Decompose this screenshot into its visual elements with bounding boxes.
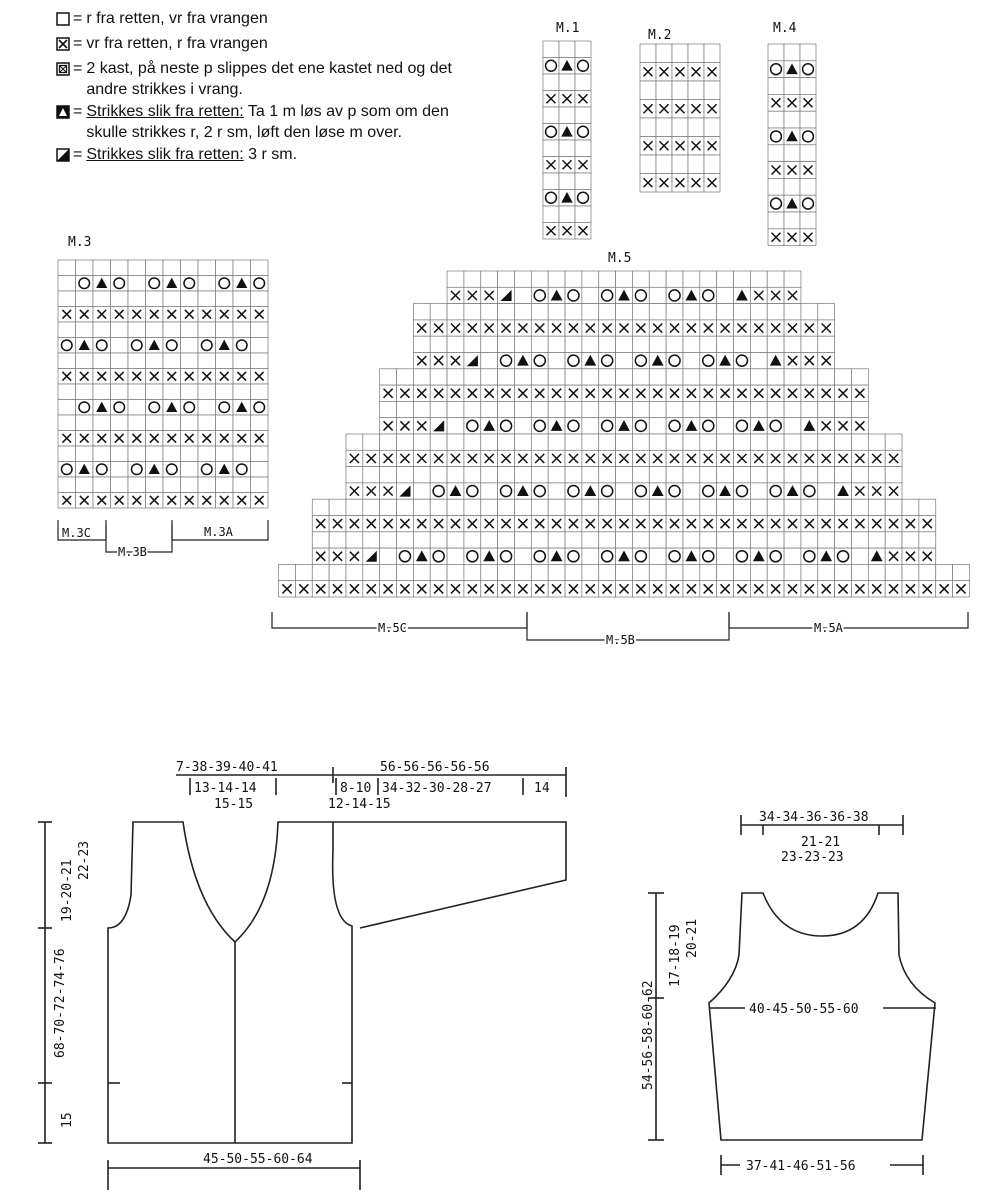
- jacket-cuff-label: 14: [534, 781, 550, 796]
- jacket-shoulder-label-2: 15-15: [214, 797, 254, 812]
- chart-title-m4: M.4: [773, 21, 797, 36]
- legend-equals: =: [73, 60, 83, 77]
- label-m5b: M.5B: [606, 633, 635, 647]
- top-armhole-label: 17-18-19: [668, 924, 683, 987]
- label-m5c: M.5C: [378, 621, 407, 635]
- top-chest-label: 40-45-50-55-60: [749, 1002, 859, 1017]
- jacket-top-right-label: 56-56-56-56-56: [380, 760, 490, 775]
- legend-sk2p-heading: Strikkes slik fra retten:: [86, 103, 244, 120]
- legend-text-purl: vr fra retten, r fra vrangen: [86, 35, 268, 52]
- legend-equals: =: [73, 10, 83, 27]
- top-neck-label: 21-21: [801, 835, 841, 850]
- jacket-armhole-label-2: 22-23: [77, 840, 92, 880]
- label-m5a: M.5A: [814, 621, 843, 635]
- legend-text-yarnover: 2 kast, på neste p slippes det ene kastet ned og det andre strikkes i vrang.: [86, 60, 452, 98]
- jacket-body-outline: [108, 822, 352, 1143]
- jacket-shoulder-label: 13-14-14: [194, 781, 257, 796]
- label-m3c: M.3C: [62, 526, 91, 540]
- jacket-neck-label: 8-10: [340, 781, 372, 796]
- legend-k3tog-body: 3 r sm.: [243, 146, 298, 163]
- jacket-sleeve-outline: [333, 822, 566, 928]
- top-dim-labels: [641, 810, 890, 1175]
- top-width-label: 34-34-36-36-38: [759, 810, 869, 825]
- legend-equals: =: [73, 103, 83, 120]
- jacket-rib-label: 15: [60, 1112, 75, 1128]
- top-neck-label-2: 23-23-23: [781, 850, 844, 865]
- jacket-top-left-label: 7-38-39-40-41: [176, 760, 278, 775]
- jacket-neck-label-2: 12-14-15: [328, 797, 391, 812]
- legend-k3tog-heading: Strikkes slik fra retten:: [86, 146, 244, 163]
- chart-title-m3: M.3: [68, 235, 92, 250]
- legend-equals: =: [73, 146, 83, 163]
- top-schematic: [648, 815, 936, 1175]
- top-length-label: 54-56-58-60-62: [641, 980, 656, 1090]
- label-m3b: M.3B: [118, 545, 147, 559]
- jacket-dim-labels: [53, 760, 550, 1167]
- legend-text-knit: r fra retten, vr fra vrangen: [86, 10, 268, 27]
- legend-sk2p-body: Ta 1 m løs av p som om den skulle strikkes r, 2 r sm, løft den løse m over.: [86, 103, 449, 141]
- top-bottom-label: 37-41-46-51-56: [746, 1159, 856, 1174]
- chart-title-m5: M.5: [608, 251, 632, 266]
- chart-title-m1: M.1: [556, 21, 580, 36]
- label-m3a: M.3A: [204, 525, 233, 539]
- legend-equals: =: [73, 35, 83, 52]
- chart-title-m2: M.2: [648, 28, 672, 43]
- jacket-armhole-label: 19-20-21: [60, 859, 75, 922]
- jacket-sleeve-label: 34-32-30-28-27: [382, 781, 492, 796]
- top-armhole-label-2: 20-21: [685, 918, 700, 958]
- jacket-length-label: 68-70-72-74-76: [53, 948, 68, 1058]
- jacket-bottom-label: 45-50-55-60-64: [203, 1152, 313, 1167]
- jacket-schematic: [38, 767, 566, 1190]
